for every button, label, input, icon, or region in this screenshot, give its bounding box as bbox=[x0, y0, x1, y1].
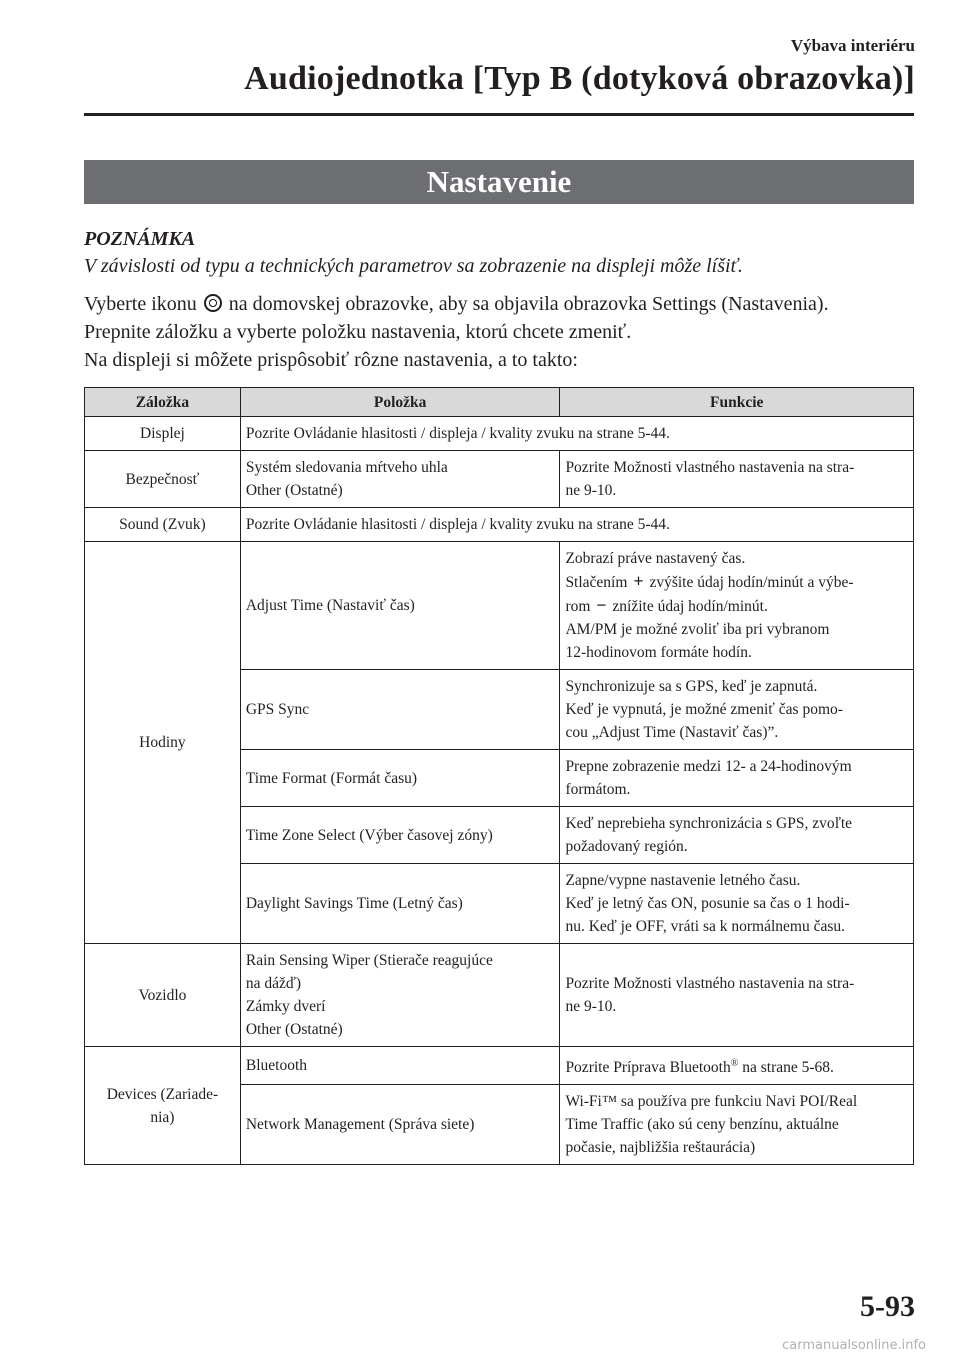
header-tab: Záložka bbox=[85, 388, 241, 417]
function-line: Synchronizuje sa s GPS, keď je zapnutá. bbox=[565, 678, 818, 695]
item-cell bbox=[240, 451, 560, 508]
watermark: carmanualsonline.info bbox=[782, 1338, 926, 1353]
table-header-row bbox=[85, 388, 914, 417]
tab-cell: Displej bbox=[85, 417, 241, 451]
function-line: nu. Keď je OFF, vráti sa k normálnemu času. bbox=[565, 918, 845, 935]
function-line: Pozrite Možnosti vlastného nastavenia na stra- bbox=[565, 975, 855, 992]
function-cell bbox=[560, 864, 914, 944]
function-text: Stlačením bbox=[565, 574, 628, 591]
function-cell bbox=[560, 750, 914, 807]
item-cell: Network Management (Správa siete) bbox=[240, 1085, 560, 1165]
function-line: formátom. bbox=[565, 781, 631, 798]
chapter-label: Výbava interiéru bbox=[790, 36, 915, 55]
function-cell bbox=[560, 807, 914, 864]
function-line: 12-hodinovom formáte hodín. bbox=[565, 644, 752, 661]
function-line: ne 9-10. bbox=[565, 998, 617, 1015]
item-cell: Time Zone Select (Výber časovej zóny) bbox=[240, 807, 560, 864]
item-line: Systém sledovania mŕtveho uhla bbox=[245, 459, 448, 476]
table-row bbox=[85, 508, 914, 542]
page-title: Audiojednotka [Typ B (dotyková obrazovka)] bbox=[244, 60, 915, 97]
table-row bbox=[85, 1047, 914, 1085]
function-text: Pozrite Príprava Bluetooth bbox=[565, 1059, 731, 1077]
table-row bbox=[85, 542, 914, 670]
header-divider bbox=[84, 113, 914, 116]
tab-cell: Vozidlo bbox=[85, 944, 241, 1047]
function-cell bbox=[560, 1047, 914, 1085]
function-text: na strane 5-68. bbox=[738, 1059, 834, 1077]
function-line: Time Traffic (ako sú ceny benzínu, aktuálne bbox=[565, 1116, 839, 1134]
function-line: Pozrite Možnosti vlastného nastavenia na stra- bbox=[565, 459, 855, 476]
note-title: POZNÁMKA bbox=[84, 228, 196, 250]
function-cell: Pozrite Ovládanie hlasitosti / displeja / kvality zvuku na strane 5-44. bbox=[240, 508, 913, 542]
item-cell: Time Format (Formát času) bbox=[240, 750, 560, 807]
function-line: Zobrazí práve nastavený čas. bbox=[565, 550, 746, 567]
function-cell bbox=[560, 451, 914, 508]
item-cell: Bluetooth bbox=[240, 1047, 560, 1085]
item-line: Rain Sensing Wiper (Stierače reagujúce bbox=[245, 952, 493, 969]
function-text: znížite údaj hodín/minút. bbox=[612, 598, 768, 615]
function-line bbox=[565, 570, 908, 594]
tab-cell bbox=[85, 1047, 241, 1165]
item-cell bbox=[240, 944, 560, 1047]
function-cell bbox=[560, 944, 914, 1047]
function-line: Prepne zobrazenie medzi 12- a 24-hodinovým bbox=[565, 758, 852, 775]
function-cell bbox=[560, 670, 914, 750]
header-function: Funkcie bbox=[560, 388, 914, 417]
settings-table bbox=[84, 387, 914, 1165]
note-text: V závislosti od typu a technických parametrov sa zobrazenie na displeji môže líšiť. bbox=[84, 255, 743, 277]
intro-line-1-pre: Vyberte ikonu bbox=[84, 293, 197, 315]
item-line: Zámky dverí bbox=[245, 998, 326, 1015]
function-text: zvýšite údaj hodín/minút a výbe- bbox=[649, 574, 854, 591]
intro-line-3: Na displeji si môžete prispôsobiť rôzne nastavenia, a to takto: bbox=[84, 349, 578, 371]
item-line: Other (Ostatné) bbox=[245, 482, 343, 499]
settings-gear-icon bbox=[204, 294, 222, 312]
tab-line: nia) bbox=[150, 1108, 175, 1126]
function-line: Keď je letný čas ON, posunie sa čas o 1 hodi- bbox=[565, 895, 850, 912]
function-line: Keď neprebieha synchronizácia s GPS, zvoľte bbox=[565, 815, 853, 832]
function-text: rom bbox=[565, 598, 591, 615]
plus-icon: + bbox=[633, 571, 644, 591]
function-line: Zapne/vypne nastavenie letného času. bbox=[565, 872, 801, 889]
page-number: 5-93 bbox=[860, 1290, 915, 1323]
tab-line: Devices (Zariade- bbox=[106, 1085, 219, 1103]
intro-line-2: Prepnite záložku a vyberte položku nastavenia, ktorú chcete zmeniť. bbox=[84, 321, 632, 343]
intro-line-1-post: na domovskej obrazovke, aby sa objavila obrazovka Settings (Nastavenia). bbox=[228, 293, 829, 315]
function-cell bbox=[560, 1085, 914, 1165]
item-cell: Adjust Time (Nastaviť čas) bbox=[240, 542, 560, 670]
table-row bbox=[85, 944, 914, 1047]
tab-cell: Bezpečnosť bbox=[85, 451, 241, 508]
tab-cell: Sound (Zvuk) bbox=[85, 508, 241, 542]
intro-text bbox=[84, 290, 924, 374]
function-line: ne 9-10. bbox=[565, 482, 617, 499]
function-line: AM/PM je možné zvoliť iba pri vybranom bbox=[565, 621, 830, 638]
function-cell: Pozrite Ovládanie hlasitosti / displeja / kvality zvuku na strane 5-44. bbox=[240, 417, 913, 451]
table-row bbox=[85, 417, 914, 451]
item-cell: GPS Sync bbox=[240, 670, 560, 750]
item-cell: Daylight Savings Time (Letný čas) bbox=[240, 864, 560, 944]
function-cell bbox=[560, 542, 914, 670]
tab-cell: Hodiny bbox=[85, 542, 241, 944]
intro-line-1 bbox=[84, 290, 924, 318]
header-item: Položka bbox=[240, 388, 560, 417]
section-banner: Nastavenie bbox=[84, 160, 914, 204]
item-line: Other (Ostatné) bbox=[245, 1021, 343, 1038]
function-line bbox=[565, 594, 908, 618]
minus-icon: − bbox=[596, 595, 607, 615]
function-line: Keď je vypnutá, je možné zmeniť čas pomo- bbox=[565, 701, 843, 718]
function-line: počasie, najbližšia reštaurácia) bbox=[565, 1139, 756, 1157]
function-line: cou „Adjust Time (Nastaviť čas)”. bbox=[565, 724, 779, 741]
function-line: Wi-Fi™ sa používa pre funkciu Navi POI/Real bbox=[565, 1093, 858, 1111]
item-line: na dážď) bbox=[245, 975, 302, 992]
table-row bbox=[85, 451, 914, 508]
function-line: požadovaný región. bbox=[565, 838, 688, 855]
registered-mark: ® bbox=[730, 1058, 739, 1069]
